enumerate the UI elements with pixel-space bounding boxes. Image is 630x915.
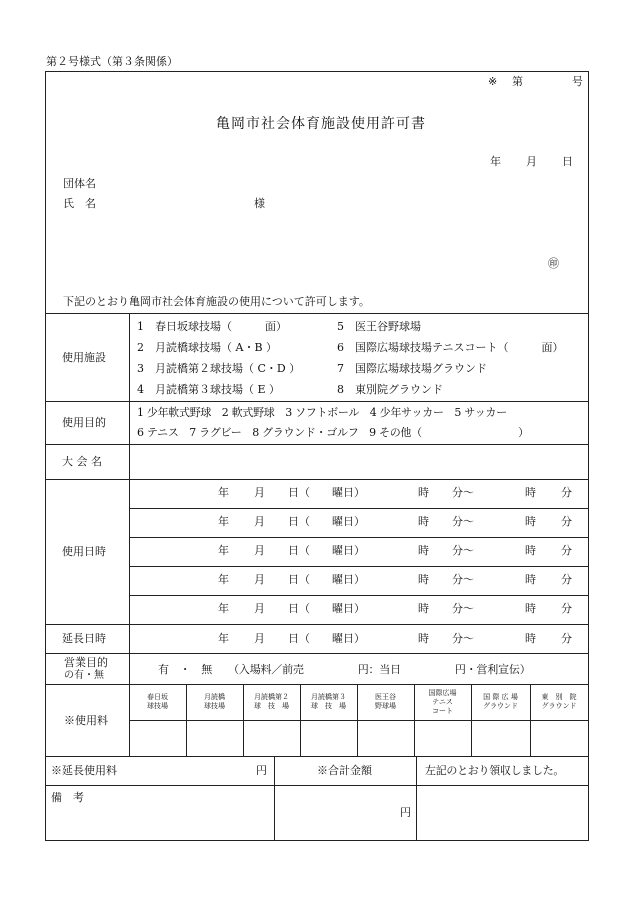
month-unit: 月: [254, 632, 265, 645]
number-dai: 第: [512, 75, 523, 88]
frame-bottom: [45, 840, 589, 841]
number-mark: ※: [488, 75, 498, 88]
weekday-unit: 曜日）: [332, 632, 365, 645]
extension-fee-yen: 円: [256, 764, 267, 777]
fee-label: ※使用料: [64, 714, 108, 727]
fee-column-header-line: 医王谷: [375, 693, 396, 701]
hour-to-unit: 時: [525, 632, 536, 645]
weekday-unit: 曜日）: [332, 486, 365, 499]
date-row: [129, 545, 589, 565]
day-unit: 日（: [288, 544, 310, 557]
fee-column-header-line: 国 際 広 場: [483, 693, 518, 701]
minute-unit: 分: [561, 573, 572, 586]
hour-to-unit: 時: [525, 515, 536, 528]
use-datetime-label: 使用日時: [62, 545, 106, 558]
date-row: [129, 516, 589, 536]
hour-to-unit: 時: [525, 544, 536, 557]
purpose-options-line1: 1 少年軟式野球 2 軟式野球 3 ソフトボール 4 少年サッカー 5 サッカー: [137, 406, 507, 419]
page-title: 亀岡市社会体育施設使用許可書: [216, 116, 426, 132]
minute-from-unit: 分～: [452, 515, 474, 528]
hour-unit: 時: [418, 602, 429, 615]
table-line: [45, 313, 589, 314]
fee-column-header: [531, 693, 587, 711]
table-line: [45, 479, 589, 480]
facility-item: 6 国際広場球技場テニスコート（ 面）: [337, 341, 564, 354]
commercial-label-line1: 営業目的: [64, 656, 108, 669]
minute-unit: 分: [561, 486, 572, 499]
extension-divider: [416, 756, 417, 840]
fee-column-header-line: コート: [432, 707, 453, 715]
year-unit: 年: [218, 602, 229, 615]
minute-from-unit: 分～: [452, 632, 474, 645]
fee-column-header-line: 東 別 院: [541, 693, 577, 701]
frame-right: [588, 71, 589, 841]
weekday-unit: 曜日）: [332, 544, 365, 557]
fee-column-header-line: グラウンド: [541, 702, 577, 710]
table-line: [45, 401, 589, 402]
fee-column-header-line: 月読橋第２: [254, 693, 289, 701]
weekday-unit: 曜日）: [332, 602, 365, 615]
facility-item: 5 医王谷野球場: [337, 320, 421, 333]
minute-unit: 分: [561, 632, 572, 645]
fee-column-header-line: 球技場: [147, 702, 168, 710]
fee-column-header-line: 月読橋第３: [311, 693, 346, 701]
date-row: [129, 603, 589, 623]
remarks-yen: 円: [400, 806, 411, 819]
table-line: [45, 785, 589, 786]
fee-column-header-line: 国際広場: [428, 689, 457, 697]
day-unit: 日（: [288, 486, 310, 499]
facility-item: 2 月読橋球技場（ A・B ）: [137, 341, 278, 354]
frame-left: [45, 71, 46, 841]
minute-from-unit: 分～: [452, 602, 474, 615]
day-unit: 日（: [288, 632, 310, 645]
number-go: 号: [572, 75, 583, 88]
year-unit: 年: [218, 632, 229, 645]
receipt-statement: 左記のとおり領収しました。: [425, 764, 565, 777]
honorific: 様: [254, 197, 265, 210]
weekday-unit: 曜日）: [332, 573, 365, 586]
facility-item: 1 春日坂球技場（ 面）: [137, 320, 287, 333]
minute-from-unit: 分～: [452, 486, 474, 499]
commercial-value: 有 ・ 無 （入場料／前売 円：当日 円・営利宣伝）: [158, 663, 531, 676]
table-line: [45, 624, 589, 625]
facility-item: 4 月読橋第３球技場（ E ）: [137, 383, 281, 396]
minute-from-unit: 分～: [452, 544, 474, 557]
fee-column-header: [187, 693, 242, 711]
fee-column-header-line: テニス: [432, 698, 453, 706]
month-unit: 月: [254, 486, 265, 499]
total-amount-label: ※合計金額: [317, 764, 372, 777]
fee-column-header-line: 球 技 場: [254, 702, 289, 710]
extension-datetime-label: 延長日時: [62, 632, 106, 645]
year-unit: 年: [218, 573, 229, 586]
year-unit: 年: [218, 515, 229, 528]
minute-from-unit: 分～: [452, 573, 474, 586]
table-line: [45, 653, 589, 654]
fee-column-header: [472, 693, 529, 711]
month-unit: 月: [254, 515, 265, 528]
month-unit: 月: [254, 573, 265, 586]
fee-column-header: [358, 693, 413, 711]
table-line: [129, 720, 589, 721]
table-line: [129, 508, 589, 509]
hour-unit: 時: [418, 486, 429, 499]
purpose-options-line2: 6 テニス 7 ラグビー 8 グラウンド・ゴルフ 9 その他（ ）: [137, 426, 529, 439]
hour-unit: 時: [418, 573, 429, 586]
fee-column-header: [244, 693, 299, 711]
seal-mark: ㊞: [548, 257, 559, 270]
table-line: [129, 595, 589, 596]
facilities-label: 使用施設: [62, 351, 106, 364]
facility-item: 8 東別院グラウンド: [337, 383, 443, 396]
table-line: [129, 566, 589, 567]
fee-column-header: [415, 689, 470, 716]
extension-date-row: [129, 633, 589, 653]
facility-item: 7 国際広場球技場グラウンド: [337, 362, 487, 375]
fee-column-header-line: 野球場: [375, 702, 396, 710]
fee-column-header-line: 月読橋: [204, 693, 225, 701]
hour-unit: 時: [418, 632, 429, 645]
table-line: [45, 444, 589, 445]
issue-day: 日: [562, 155, 573, 168]
year-unit: 年: [218, 544, 229, 557]
minute-unit: 分: [561, 544, 572, 557]
facility-item: 3 月読橋第２球技場（ C・D ）: [137, 362, 301, 375]
year-unit: 年: [218, 486, 229, 499]
event-name-label: 大 会 名: [62, 455, 102, 468]
day-unit: 日（: [288, 515, 310, 528]
fee-column-header-line: 球 技 場: [311, 702, 346, 710]
minute-unit: 分: [561, 602, 572, 615]
month-unit: 月: [254, 544, 265, 557]
hour-unit: 時: [418, 515, 429, 528]
month-unit: 月: [254, 602, 265, 615]
extension-fee-label: ※延長使用料: [51, 764, 117, 777]
hour-unit: 時: [418, 544, 429, 557]
fee-column-header-line: グラウンド: [483, 702, 518, 710]
hour-to-unit: 時: [525, 486, 536, 499]
weekday-unit: 曜日）: [332, 515, 365, 528]
date-row: [129, 574, 589, 594]
extension-divider: [274, 756, 275, 840]
day-unit: 日（: [288, 573, 310, 586]
issue-year: 年: [490, 155, 501, 168]
fee-column-header-line: 球技場: [204, 702, 225, 710]
form-label: 第２号様式（第３条関係）: [46, 55, 178, 68]
table-line: [45, 684, 589, 685]
person-name-label: 氏 名: [63, 197, 96, 210]
fee-column-header-line: 春日坂: [147, 693, 168, 701]
purpose-label: 使用目的: [62, 416, 106, 429]
minute-unit: 分: [561, 515, 572, 528]
fee-column-header: [301, 693, 356, 711]
hour-to-unit: 時: [525, 573, 536, 586]
permission-statement: 下記のとおり亀岡市社会体育施設の使用について許可します。: [63, 295, 370, 308]
issue-month: 月: [526, 155, 537, 168]
commercial-label-line2: の有・無: [64, 670, 104, 681]
day-unit: 日（: [288, 602, 310, 615]
date-row: [129, 487, 589, 507]
hour-to-unit: 時: [525, 602, 536, 615]
table-line: [129, 537, 589, 538]
table-line: [45, 756, 589, 757]
fee-column-header: [130, 693, 185, 711]
remarks-label: 備 考: [51, 791, 84, 804]
group-name-label: 団体名: [63, 177, 96, 190]
frame-top: [45, 71, 589, 72]
